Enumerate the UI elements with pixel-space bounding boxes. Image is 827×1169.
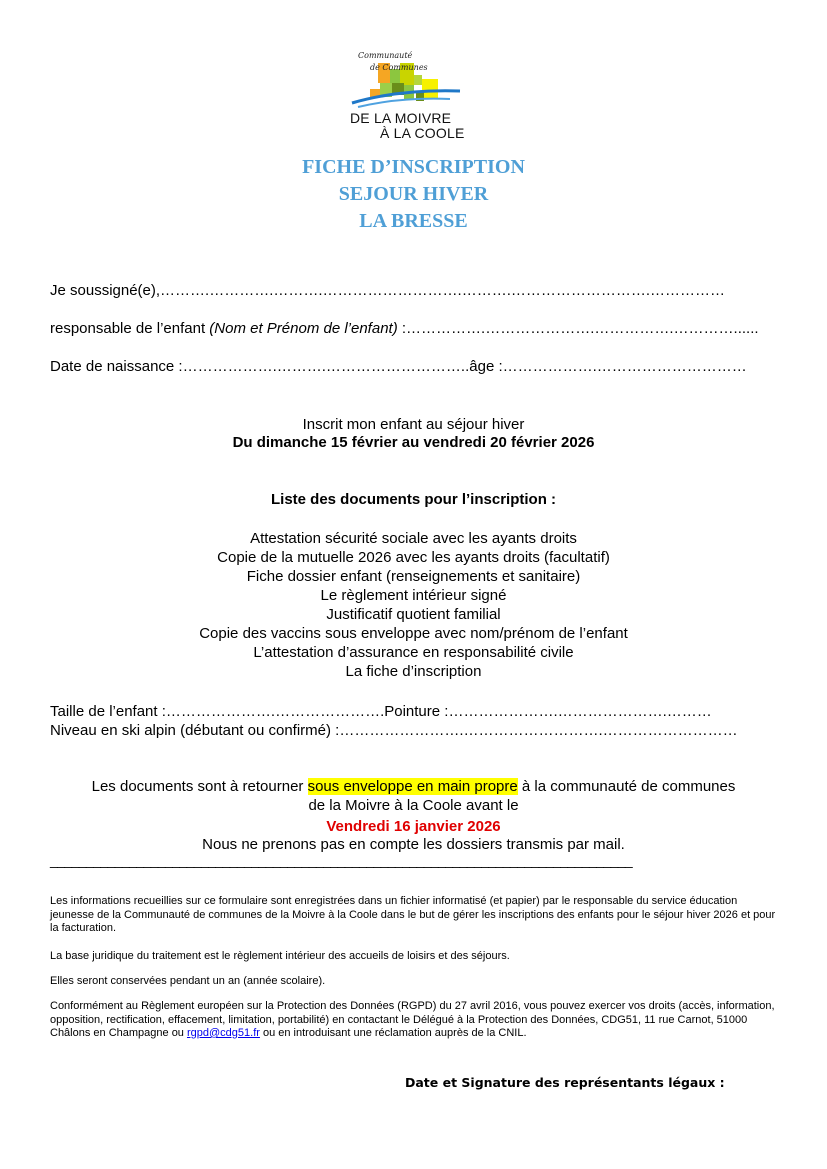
logo — [340, 45, 490, 145]
logo-text-coole: À LA COOLE — [380, 125, 465, 141]
document-item: Le règlement intérieur signé — [320, 587, 507, 604]
retour-highlight: sous enveloppe en main propre — [307, 778, 518, 795]
title-line-1: FICHE D’INSCRIPTION — [302, 156, 525, 178]
document-item: Copie de la mutuelle 2026 avec les ayants droits (facultatif) — [217, 549, 610, 566]
document-item: L’attestation d’assurance en responsabilité civile — [253, 644, 574, 661]
naissance-field[interactable]: Date de naissance :……………….……….………………………..âge :……………….………………………… — [50, 358, 747, 375]
logo-swoosh — [358, 99, 450, 107]
responsable-label: responsable de l’enfant — [50, 320, 210, 337]
rgpd-paragraph-2: La base juridique du traitement est le règlement intérieur des accueils de loisirs et des séjours. — [50, 950, 510, 962]
retour-line-2: de la Moivre à la Coole avant le — [308, 797, 519, 814]
logo-square — [414, 75, 422, 85]
rgpd-email-link[interactable]: rgpd@cdg51.fr — [186, 1027, 260, 1039]
retour-deadline: Vendredi 16 janvier 2026 — [326, 818, 501, 835]
title-line-3: LA BRESSE — [359, 210, 468, 232]
rgpd-paragraph-4 — [50, 1000, 778, 1041]
rgpd-paragraph-4-text: Conformément au Règlement européen sur la Protection des Données (RGPD) du 27 avril 2016, vous pouvez exercer vos droits (accès, information, opposition, rectification, effacement, limitation, portabilité) en contactant le Délégué à la Protection des Données, CDG51, 11 rue Carnot, 51000 Châlons en Champagne ou — [50, 1000, 775, 1039]
responsable-field[interactable] — [50, 319, 759, 339]
documents-heading: Liste des documents pour l’inscription : — [270, 491, 557, 508]
logo-square — [422, 79, 438, 99]
document-item: Fiche dossier enfant (renseignements et sanitaire) — [246, 568, 581, 585]
responsable-hint: (Nom et Prénom de l’enfant) — [209, 320, 398, 337]
logo-text-communaute: Communauté — [358, 51, 413, 60]
taille-pointure-field[interactable]: Taille de l’enfant :………………….………………….Pointure :………………….………………….……… — [50, 703, 712, 720]
retour-part-2: à la communauté de communes — [517, 778, 736, 795]
niveau-ski-field[interactable]: Niveau en ski alpin (débutant ou confirmé) :…………………….……………………….……………………… — [50, 722, 738, 739]
document-item: Copie des vaccins sous enveloppe avec nom/prénom de l’enfant — [199, 625, 628, 642]
logo-text-moivre: DE LA MOIVRE — [350, 110, 452, 126]
logo-text-communes: de Communes — [370, 63, 428, 72]
retour-part-1: Les documents sont à retourner — [91, 778, 308, 795]
rgpd-paragraph-4-end: ou en introduisant une réclamation auprès de la CNIL. — [259, 1027, 527, 1039]
retour-line-1 — [0, 777, 827, 796]
document-item: Attestation sécurité sociale avec les ayants droits — [250, 530, 577, 547]
separator-rule: _________________________________________________________________________________ — [50, 852, 633, 868]
rgpd-paragraph-3: Elles seront conservées pendant un an (année scolaire). — [50, 975, 326, 987]
soussigne-field[interactable]: Je soussigné(e),……….………….……….……………………….……….……………………….…………… — [50, 282, 726, 299]
document-item: Justificatif quotient familial — [326, 606, 501, 623]
document-item: La fiche d’inscription — [345, 663, 482, 680]
rgpd-paragraph-1: Les informations recueillies sur ce formulaire sont enregistrées dans un fichier informatisé (et papier) par le responsable du service éducation jeunesse de la Communauté de communes de la Moivre à la Coole dans le but de gérer les inscriptions des enfants pour le séjour hiver 2026 et pour la facturation. — [50, 895, 776, 934]
responsable-dots: :…………….………………….…………….…………...... — [397, 320, 759, 337]
retour-line-4: Nous ne prenons pas en compte les dossiers transmis par mail. — [202, 836, 625, 853]
signature-label: Date et Signature des représentants légaux : — [405, 1075, 725, 1090]
inscription-line: Inscrit mon enfant au séjour hiver — [302, 416, 525, 433]
title-line-2: SEJOUR HIVER — [338, 183, 489, 205]
inscription-dates: Du dimanche 15 février au vendredi 20 février 2026 — [232, 434, 595, 451]
